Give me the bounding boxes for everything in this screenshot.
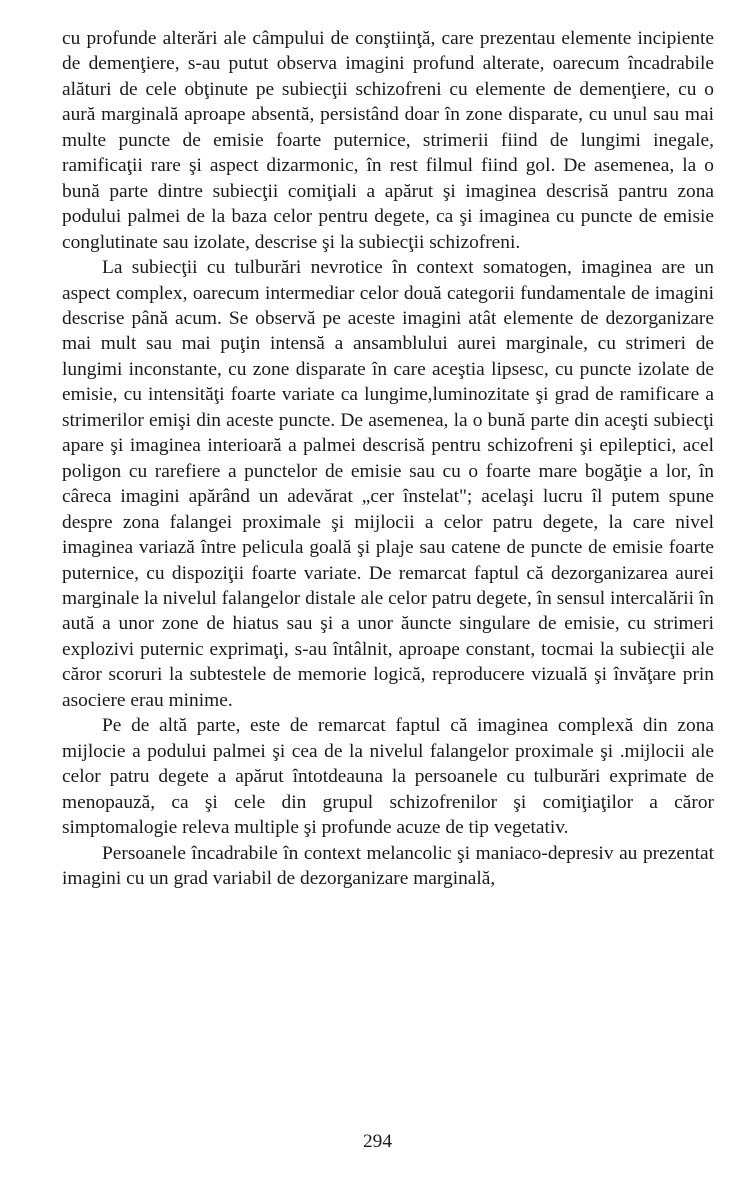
paragraph-continued: cu profunde alterări ale câmpului de conştiinţă, care prezentau elemente incipiente de demenţiere, s-au putut observa imagini profund alterate, oarecum încadrabile alături de cele obţinute pe subiecţii schizofreni cu elemente de demenţiere, cu o aură marginală aproape absentă, persistând doar în zone disparate, cu unul sau mai multe puncte de emisie foarte puternice, strimerii fiind de lungimi inegale, ramificaţii rare şi aspect dizarmonic, în rest filmul fiind gol. De asemenea, la o bună parte dintre subiecţii comiţiali a apărut şi imaginea descrisă pantru zona podului palmei de la baza celor pentru degete, ca şi imaginea cu puncte de emisie conglutinate sau izolate, descrise şi la subiecţii schizofreni. [62,28,714,253]
page-body [62,26,714,891]
paragraph-melancolic: Persoanele încadrabile în context melancolic şi maniaco-depresiv au prezentat imagini cu un grad variabil de dezorganizare marginală, [62,842,714,889]
page-number: 294 [362,1131,393,1152]
paragraph-nevrotice: La subiecţii cu tulburări nevrotice în context somatogen, imaginea are un aspect complex, oarecum intermediar celor două categorii fundamentale de imagini descrise până acum. Se observă pe aceste imagini atât elemente de dezorganizare mai mult sau mai puţin intensă a ansamblului aurei marginale, cu strimeri de lungimi inconstante, cu zone disparate în care aceştia lipsesc, cu puncte izolate de emisie, cu intensităţi foarte variate ca lungime,luminozitate şi grad de ramificare a strimerilor emişi din aceste puncte. De asemenea, la o bună parte din aceşti subiecţi apare şi imaginea interioară a palmei descrisă pentru schizofreni şi epileptici, acel poligon cu rarefiere a punctelor de emisie sau cu o foarte mare bogăţie a lor, în câreca imagini apărând un adevărat „cer înstelat"; acelaşi lucru îl putem spune despre zona falangei proximale şi mijlocii a celor patru degete, la care nivel imaginea variază între pelicula goală şi plaje sau catene de puncte de emisie foarte puternice, cu dispoziţii foarte variate. De remarcat faptul că dezorganizarea aurei marginale la nivelul falangelor distale ale celor patru degete, în sensul intercalării în aută a unor zone de hiatus sau şi a unor ăuncte singulare de emisie, cu strimeri explozivi puternic exprimaţi, s-au întâlnit, aproape constant, tocmai la subiecţii ale căror scoruri la subtestele de memorie logică, reproducere vizuală şi învăţare prin asociere erau minime. [62,257,714,711]
paragraph-menopauza: Pe de altă parte, este de remarcat faptul că imaginea complexă din zona mijlocie a podului palmei şi cea de la nivelul falangelor proximale şi .mijlocii ale celor patru degete a apărut întotdeauna la persoanele cu tulburări exprimate de menopauză, ca şi cele din grupul schizofrenilor şi comiţiaţilor a căror simptomalogie releva multiple şi profunde acuze de tip vegetativ. [62,715,714,839]
